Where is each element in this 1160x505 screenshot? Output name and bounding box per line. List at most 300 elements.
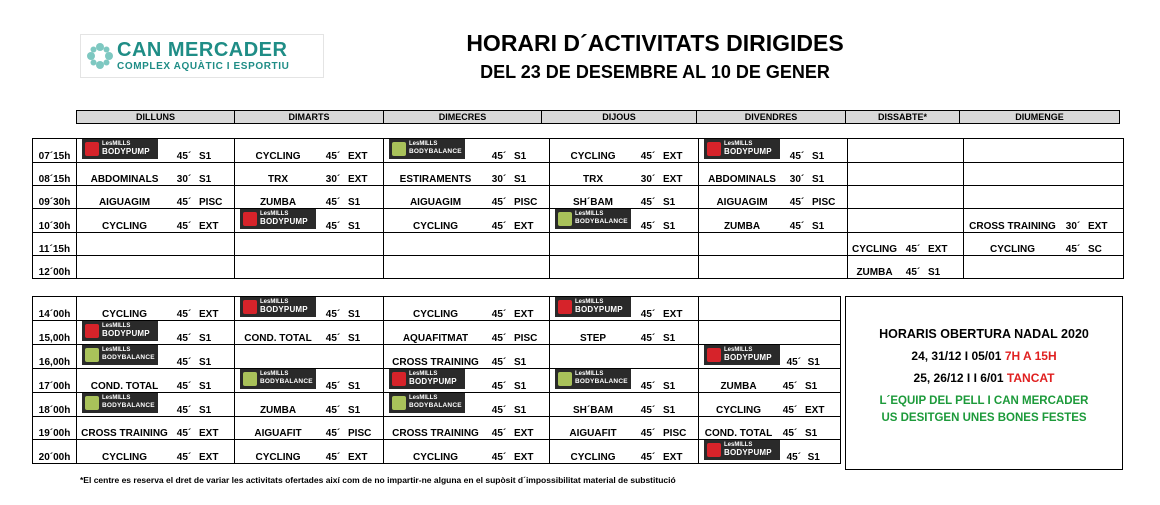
- activity-name: CYCLING: [413, 452, 458, 463]
- activity-name: CYCLING: [413, 221, 458, 232]
- activity-location: S1: [805, 381, 818, 392]
- activity-location: EXT: [663, 151, 683, 162]
- bodypump-logo-icon: LesMILLS BODYPUMP: [704, 440, 780, 460]
- activity-location: EXT: [199, 452, 219, 463]
- time-slot: 17´00h: [33, 369, 77, 393]
- activity-location: S1: [348, 405, 361, 416]
- activity-logo: [553, 209, 633, 232]
- activity-location: PISC: [514, 197, 538, 208]
- time-slot: 19´00h: [33, 417, 77, 440]
- can-mercader-logo: [80, 34, 324, 78]
- activity-location: S1: [514, 151, 527, 162]
- schedule-row: [33, 209, 1124, 233]
- activity-duration: 45´: [782, 428, 798, 439]
- activity-cell: [550, 321, 699, 345]
- activity-duration: 45´: [491, 221, 507, 232]
- bodypump-logo-icon: LesMILLS BODYPUMP: [82, 321, 158, 341]
- activity-cell: [848, 186, 964, 209]
- activity-cell: [235, 233, 384, 256]
- activity-name: AIGUAFIT: [569, 428, 617, 439]
- activity-location: S1: [514, 405, 527, 416]
- activity-location: EXT: [514, 452, 534, 463]
- activity-location: S1: [928, 267, 941, 278]
- schedule-row: [33, 345, 841, 369]
- activity-logo: [702, 440, 780, 463]
- day-header: DISSABTE*: [845, 110, 960, 124]
- activity-location: S1: [807, 357, 820, 368]
- activity-location: EXT: [514, 428, 534, 439]
- activity-name: ZUMBA: [720, 381, 757, 392]
- activity-cell: [384, 440, 550, 464]
- activity-duration: 45´: [640, 428, 656, 439]
- activity-location: S1: [663, 221, 676, 232]
- activity-cell: [964, 233, 1124, 256]
- bodybalance-logo-icon: LesMILLS BODYBALANCE: [389, 393, 465, 413]
- activity-cell: [848, 163, 964, 186]
- activity-name: AQUAFITMAT: [402, 333, 469, 344]
- activity-duration: 45´: [640, 309, 656, 320]
- activity-duration: 45´: [789, 197, 805, 208]
- activity-cell: [384, 321, 550, 345]
- activity-duration: 45´: [640, 221, 656, 232]
- christmas-hours-notice: [845, 296, 1123, 470]
- activity-name: ABDOMINALS: [90, 174, 159, 185]
- activity-duration: 45´: [782, 381, 798, 392]
- activity-duration: 45´: [905, 267, 921, 278]
- activity-duration: 45´: [491, 428, 507, 439]
- activity-cell: [964, 139, 1124, 163]
- activity-location: S1: [348, 221, 361, 232]
- activity-cell: [699, 256, 848, 279]
- activity-cell: [699, 440, 841, 464]
- page-subtitle: DEL 23 DE DESEMBRE AL 10 DE GENER: [480, 62, 830, 82]
- schedule-row: [33, 256, 1124, 279]
- activity-location: S1: [805, 428, 818, 439]
- activity-cell: [235, 209, 384, 233]
- activity-location: S1: [514, 174, 527, 185]
- activity-location: S1: [812, 151, 825, 162]
- activity-cell: [77, 345, 235, 369]
- activity-cell: [235, 297, 384, 321]
- bodybalance-logo-icon: LesMILLS BODYBALANCE: [82, 345, 158, 365]
- activity-duration: 45´: [176, 428, 192, 439]
- activity-cell: [550, 417, 699, 440]
- activity-cell: [235, 256, 384, 279]
- day-header: DIJOUS: [541, 110, 697, 124]
- activity-location: PISC: [199, 197, 223, 208]
- activity-location: EXT: [514, 309, 534, 320]
- notice-heading: HORARIS OBERTURA NADAL 2020: [879, 327, 1089, 341]
- activity-logo: [702, 139, 782, 162]
- activity-cell: [384, 209, 550, 233]
- activity-location: S1: [663, 333, 676, 344]
- activity-location: S1: [663, 197, 676, 208]
- activity-duration: 45´: [491, 197, 507, 208]
- activity-name: AIGUAFIT: [254, 428, 302, 439]
- activity-logo: [80, 345, 169, 368]
- activity-location: S1: [199, 381, 212, 392]
- bodypump-logo-icon: LesMILLS BODYPUMP: [82, 139, 158, 159]
- activity-name: CYCLING: [570, 452, 616, 463]
- activity-cell: [550, 440, 699, 464]
- activity-location: EXT: [663, 174, 683, 185]
- activity-name: ABDOMINALS: [708, 174, 776, 185]
- schedule-row: [33, 186, 1124, 209]
- activity-cell: [235, 321, 384, 345]
- activity-location: EXT: [199, 309, 219, 320]
- activity-name: CYCLING: [102, 452, 147, 463]
- activity-duration: 45´: [176, 333, 192, 344]
- activity-duration: 45´: [491, 452, 507, 463]
- activity-cell: [699, 186, 848, 209]
- activity-cell: [848, 209, 964, 233]
- activity-location: S1: [199, 333, 212, 344]
- activity-location: S1: [812, 221, 825, 232]
- activity-cell: [77, 297, 235, 321]
- time-slot: 15,00h: [33, 321, 77, 345]
- activity-cell: [699, 417, 841, 440]
- activity-cell: [550, 369, 699, 393]
- activity-cell: [235, 417, 384, 440]
- activity-location: EXT: [514, 221, 534, 232]
- activity-cell: [848, 139, 964, 163]
- time-slot: 09´30h: [33, 186, 77, 209]
- activity-cell: [550, 256, 699, 279]
- activity-duration: 30´: [491, 174, 507, 185]
- activity-cell: [384, 233, 550, 256]
- activity-name: TRX: [583, 174, 603, 185]
- activity-duration: 45´: [782, 405, 798, 416]
- activity-name: STEP: [579, 333, 607, 344]
- activity-cell: [699, 139, 848, 163]
- activity-duration: 45´: [176, 452, 192, 463]
- activity-location: PISC: [514, 333, 538, 344]
- activity-cell: [848, 233, 964, 256]
- footnote: *El centre es reserva el dret de variar les activitats ofertades així com de no impartir-ne alguna en el supòsit d´impossibilitat material de substitució: [80, 475, 676, 485]
- activity-location: EXT: [1088, 221, 1108, 232]
- schedule-row: [33, 297, 841, 321]
- schedule-row: [33, 233, 1124, 256]
- activity-cell: [384, 393, 550, 417]
- activity-cell: [384, 139, 550, 163]
- activity-duration: 45´: [640, 405, 656, 416]
- activity-location: S1: [348, 309, 361, 320]
- schedule-row: [33, 417, 841, 440]
- activity-cell: [77, 321, 235, 345]
- notice-greeting-1: L´EQUIP DEL PELL I CAN MERCADER: [879, 395, 1089, 407]
- activity-duration: 45´: [640, 333, 656, 344]
- activity-location: EXT: [663, 309, 683, 320]
- activity-duration: 45´: [325, 197, 341, 208]
- activity-name: CYCLING: [990, 244, 1035, 255]
- activity-cell: [384, 256, 550, 279]
- activity-duration: 45´: [325, 221, 341, 232]
- activity-cell: [848, 256, 964, 279]
- activity-location: EXT: [805, 405, 825, 416]
- activity-duration: 45´: [176, 151, 192, 162]
- schedule-row: [33, 369, 841, 393]
- activity-duration: 45´: [325, 151, 341, 162]
- activity-name: CYCLING: [570, 151, 616, 162]
- activity-duration: 45´: [491, 405, 507, 416]
- schedule-row: [33, 139, 1124, 163]
- day-header-row: [76, 110, 1119, 124]
- bodypump-logo-icon: LesMILLS BODYPUMP: [704, 345, 780, 365]
- activity-cell: [77, 233, 235, 256]
- activity-name: SH´BAM: [573, 197, 613, 208]
- activity-duration: 45´: [491, 309, 507, 320]
- activity-location: SC: [1088, 244, 1102, 255]
- activity-location: EXT: [663, 452, 683, 463]
- activity-logo: [80, 321, 169, 344]
- time-slot: 10´30h: [33, 209, 77, 233]
- activity-location: EXT: [348, 151, 368, 162]
- time-slot: 07´15h: [33, 139, 77, 163]
- activity-duration: 45´: [640, 452, 656, 463]
- time-slot: 14´00h: [33, 297, 77, 321]
- activity-cell: [699, 393, 841, 417]
- activity-duration: 45´: [491, 357, 507, 368]
- activity-name: CYCLING: [102, 221, 147, 232]
- activity-cell: [384, 186, 550, 209]
- activity-duration: 45´: [325, 309, 341, 320]
- activity-cell: [235, 393, 384, 417]
- schedule-row: [33, 321, 841, 345]
- activity-cell: [235, 163, 384, 186]
- activity-name: ZUMBA: [723, 221, 761, 232]
- activity-duration: 45´: [176, 357, 192, 368]
- bodypump-logo-icon: LesMILLS BODYPUMP: [704, 139, 780, 159]
- time-slot: 11´15h: [33, 233, 77, 256]
- activity-name: COND. TOTAL: [90, 381, 159, 392]
- bodybalance-logo-icon: LesMILLS BODYBALANCE: [240, 369, 316, 389]
- time-slot: 18´00h: [33, 393, 77, 417]
- activity-logo: [553, 297, 633, 320]
- activity-location: PISC: [348, 428, 372, 439]
- notice-line-2: 25, 26/12 I I 6/01 TANCAT: [913, 371, 1055, 385]
- activity-cell: [384, 345, 550, 369]
- activity-duration: 30´: [176, 174, 192, 185]
- activity-location: S1: [199, 174, 212, 185]
- activity-duration: 45´: [325, 381, 341, 392]
- afternoon-schedule-table: [32, 296, 841, 464]
- activity-logo: [80, 393, 169, 416]
- activity-name: AIGUAGIM: [409, 197, 462, 208]
- activity-cell: [77, 163, 235, 186]
- activity-duration: 45´: [491, 381, 507, 392]
- activity-location: PISC: [812, 197, 836, 208]
- activity-duration: 45´: [176, 309, 192, 320]
- activity-duration: 45´: [789, 151, 805, 162]
- activity-name: CYCLING: [852, 244, 897, 255]
- activity-location: S1: [663, 381, 676, 392]
- activity-name: SH´BAM: [573, 405, 613, 416]
- activity-cell: [77, 139, 235, 163]
- activity-cell: [77, 393, 235, 417]
- activity-location: EXT: [928, 244, 948, 255]
- schedule-row: [33, 163, 1124, 186]
- schedule-row: [33, 440, 841, 464]
- activity-duration: 45´: [786, 357, 802, 368]
- activity-duration: 45´: [640, 151, 656, 162]
- activity-location: EXT: [199, 221, 219, 232]
- activity-duration: 45´: [325, 333, 341, 344]
- activity-duration: 30´: [789, 174, 805, 185]
- activity-cell: [699, 345, 841, 369]
- activity-duration: 45´: [905, 244, 921, 255]
- activity-duration: 30´: [325, 174, 341, 185]
- activity-logo: [387, 139, 484, 162]
- snowflake-logo-icon: [85, 41, 115, 71]
- schedule-row: [33, 393, 841, 417]
- day-header: DILLUNS: [76, 110, 235, 124]
- activity-location: S1: [348, 333, 361, 344]
- activity-cell: [235, 345, 384, 369]
- activity-name: AIGUAGIM: [716, 197, 768, 208]
- activity-name: ZUMBA: [259, 197, 297, 208]
- activity-cell: [550, 163, 699, 186]
- activity-logo: [80, 139, 169, 162]
- activity-name: CYCLING: [716, 405, 761, 416]
- activity-name: CYCLING: [255, 452, 301, 463]
- activity-name: CYCLING: [255, 151, 301, 162]
- activity-cell: [235, 440, 384, 464]
- activity-cell: [77, 209, 235, 233]
- activity-cell: [77, 417, 235, 440]
- activity-duration: 30´: [1065, 221, 1081, 232]
- activity-location: S1: [663, 405, 676, 416]
- day-header: DIMECRES: [383, 110, 542, 124]
- activity-cell: [77, 369, 235, 393]
- activity-location: S1: [348, 197, 361, 208]
- activity-cell: [235, 369, 384, 393]
- activity-logo: [553, 369, 633, 392]
- notice-line-1: 24, 31/12 I 05/01 7H A 15H: [911, 349, 1057, 363]
- activity-cell: [384, 369, 550, 393]
- activity-duration: 45´: [176, 221, 192, 232]
- activity-cell: [550, 393, 699, 417]
- activity-duration: 45´: [640, 197, 656, 208]
- activity-duration: 45´: [789, 221, 805, 232]
- activity-cell: [550, 186, 699, 209]
- activity-location: S1: [199, 357, 212, 368]
- activity-cell: [550, 297, 699, 321]
- activity-duration: 45´: [176, 197, 192, 208]
- activity-cell: [699, 233, 848, 256]
- activity-name: ESTIRAMENTS: [399, 174, 472, 185]
- activity-duration: 45´: [640, 381, 656, 392]
- activity-cell: [964, 256, 1124, 279]
- activity-cell: [964, 163, 1124, 186]
- activity-cell: [699, 209, 848, 233]
- activity-duration: 45´: [176, 381, 192, 392]
- activity-name: CYCLING: [413, 309, 458, 320]
- day-header: DIUMENGE: [959, 110, 1120, 124]
- activity-duration: 45´: [325, 428, 341, 439]
- day-header: DIMARTS: [234, 110, 384, 124]
- activity-logo: [387, 393, 484, 416]
- activity-cell: [77, 186, 235, 209]
- activity-name: CYCLING: [102, 309, 147, 320]
- activity-location: EXT: [348, 174, 368, 185]
- activity-location: S1: [807, 452, 820, 463]
- activity-name: CROSS TRAINING: [969, 221, 1056, 232]
- activity-duration: 45´: [325, 452, 341, 463]
- bodypump-logo-icon: LesMILLS BODYPUMP: [240, 209, 316, 229]
- page-title: HORARI D´ACTIVITATS DIRIGIDES: [466, 30, 844, 56]
- activity-logo: [702, 345, 780, 368]
- morning-schedule-table: [32, 138, 1124, 279]
- activity-cell: [235, 186, 384, 209]
- activity-duration: 30´: [640, 174, 656, 185]
- activity-location: EXT: [199, 428, 219, 439]
- activity-name: ZUMBA: [856, 267, 893, 278]
- activity-cell: [77, 256, 235, 279]
- bodybalance-logo-icon: LesMILLS BODYBALANCE: [555, 209, 631, 229]
- activity-cell: [77, 440, 235, 464]
- activity-cell: [235, 139, 384, 163]
- activity-location: S1: [812, 174, 825, 185]
- activity-duration: 45´: [1065, 244, 1081, 255]
- time-slot: 12´00h: [33, 256, 77, 279]
- notice-greeting-2: US DESITGEN UNES BONES FESTES: [881, 412, 1087, 424]
- activity-cell: [699, 297, 841, 321]
- activity-logo: [238, 369, 318, 392]
- activity-location: S1: [199, 405, 212, 416]
- activity-location: S1: [348, 381, 361, 392]
- activity-logo: [238, 209, 318, 232]
- bodybalance-logo-icon: LesMILLS BODYBALANCE: [389, 139, 465, 159]
- activity-logo: [387, 369, 484, 392]
- activity-logo: [238, 297, 318, 320]
- bodypump-logo-icon: LesMILLS BODYPUMP: [389, 369, 465, 389]
- activity-cell: [384, 163, 550, 186]
- time-slot: 20´00h: [33, 440, 77, 464]
- activity-duration: 45´: [786, 452, 802, 463]
- activity-cell: [550, 345, 699, 369]
- activity-cell: [550, 139, 699, 163]
- activity-name: AIGUAGIM: [98, 197, 151, 208]
- activity-cell: [550, 233, 699, 256]
- activity-cell: [384, 417, 550, 440]
- activity-name: CROSS TRAINING: [392, 428, 479, 439]
- activity-cell: [550, 209, 699, 233]
- activity-name: TRX: [268, 174, 288, 185]
- bodybalance-logo-icon: LesMILLS BODYBALANCE: [82, 393, 158, 413]
- activity-name: COND. TOTAL: [704, 428, 773, 439]
- bodypump-logo-icon: LesMILLS BODYPUMP: [555, 297, 631, 317]
- day-header: DIVENDRES: [696, 110, 846, 124]
- activity-location: S1: [514, 381, 527, 392]
- activity-duration: 45´: [325, 405, 341, 416]
- activity-location: PISC: [663, 428, 687, 439]
- time-slot: 08´15h: [33, 163, 77, 186]
- activity-location: S1: [514, 357, 527, 368]
- activity-location: EXT: [348, 452, 368, 463]
- time-slot: 16,00h: [33, 345, 77, 369]
- activity-duration: 45´: [491, 333, 507, 344]
- activity-cell: [699, 163, 848, 186]
- brand-name: CAN MERCADER: [117, 39, 288, 61]
- activity-cell: [699, 321, 841, 345]
- activity-cell: [964, 209, 1124, 233]
- activity-name: CROSS TRAINING: [392, 357, 479, 368]
- activity-cell: [384, 297, 550, 321]
- activity-duration: 45´: [176, 405, 192, 416]
- activity-name: ZUMBA: [259, 405, 297, 416]
- activity-name: CROSS TRAINING: [81, 428, 168, 439]
- activity-cell: [964, 186, 1124, 209]
